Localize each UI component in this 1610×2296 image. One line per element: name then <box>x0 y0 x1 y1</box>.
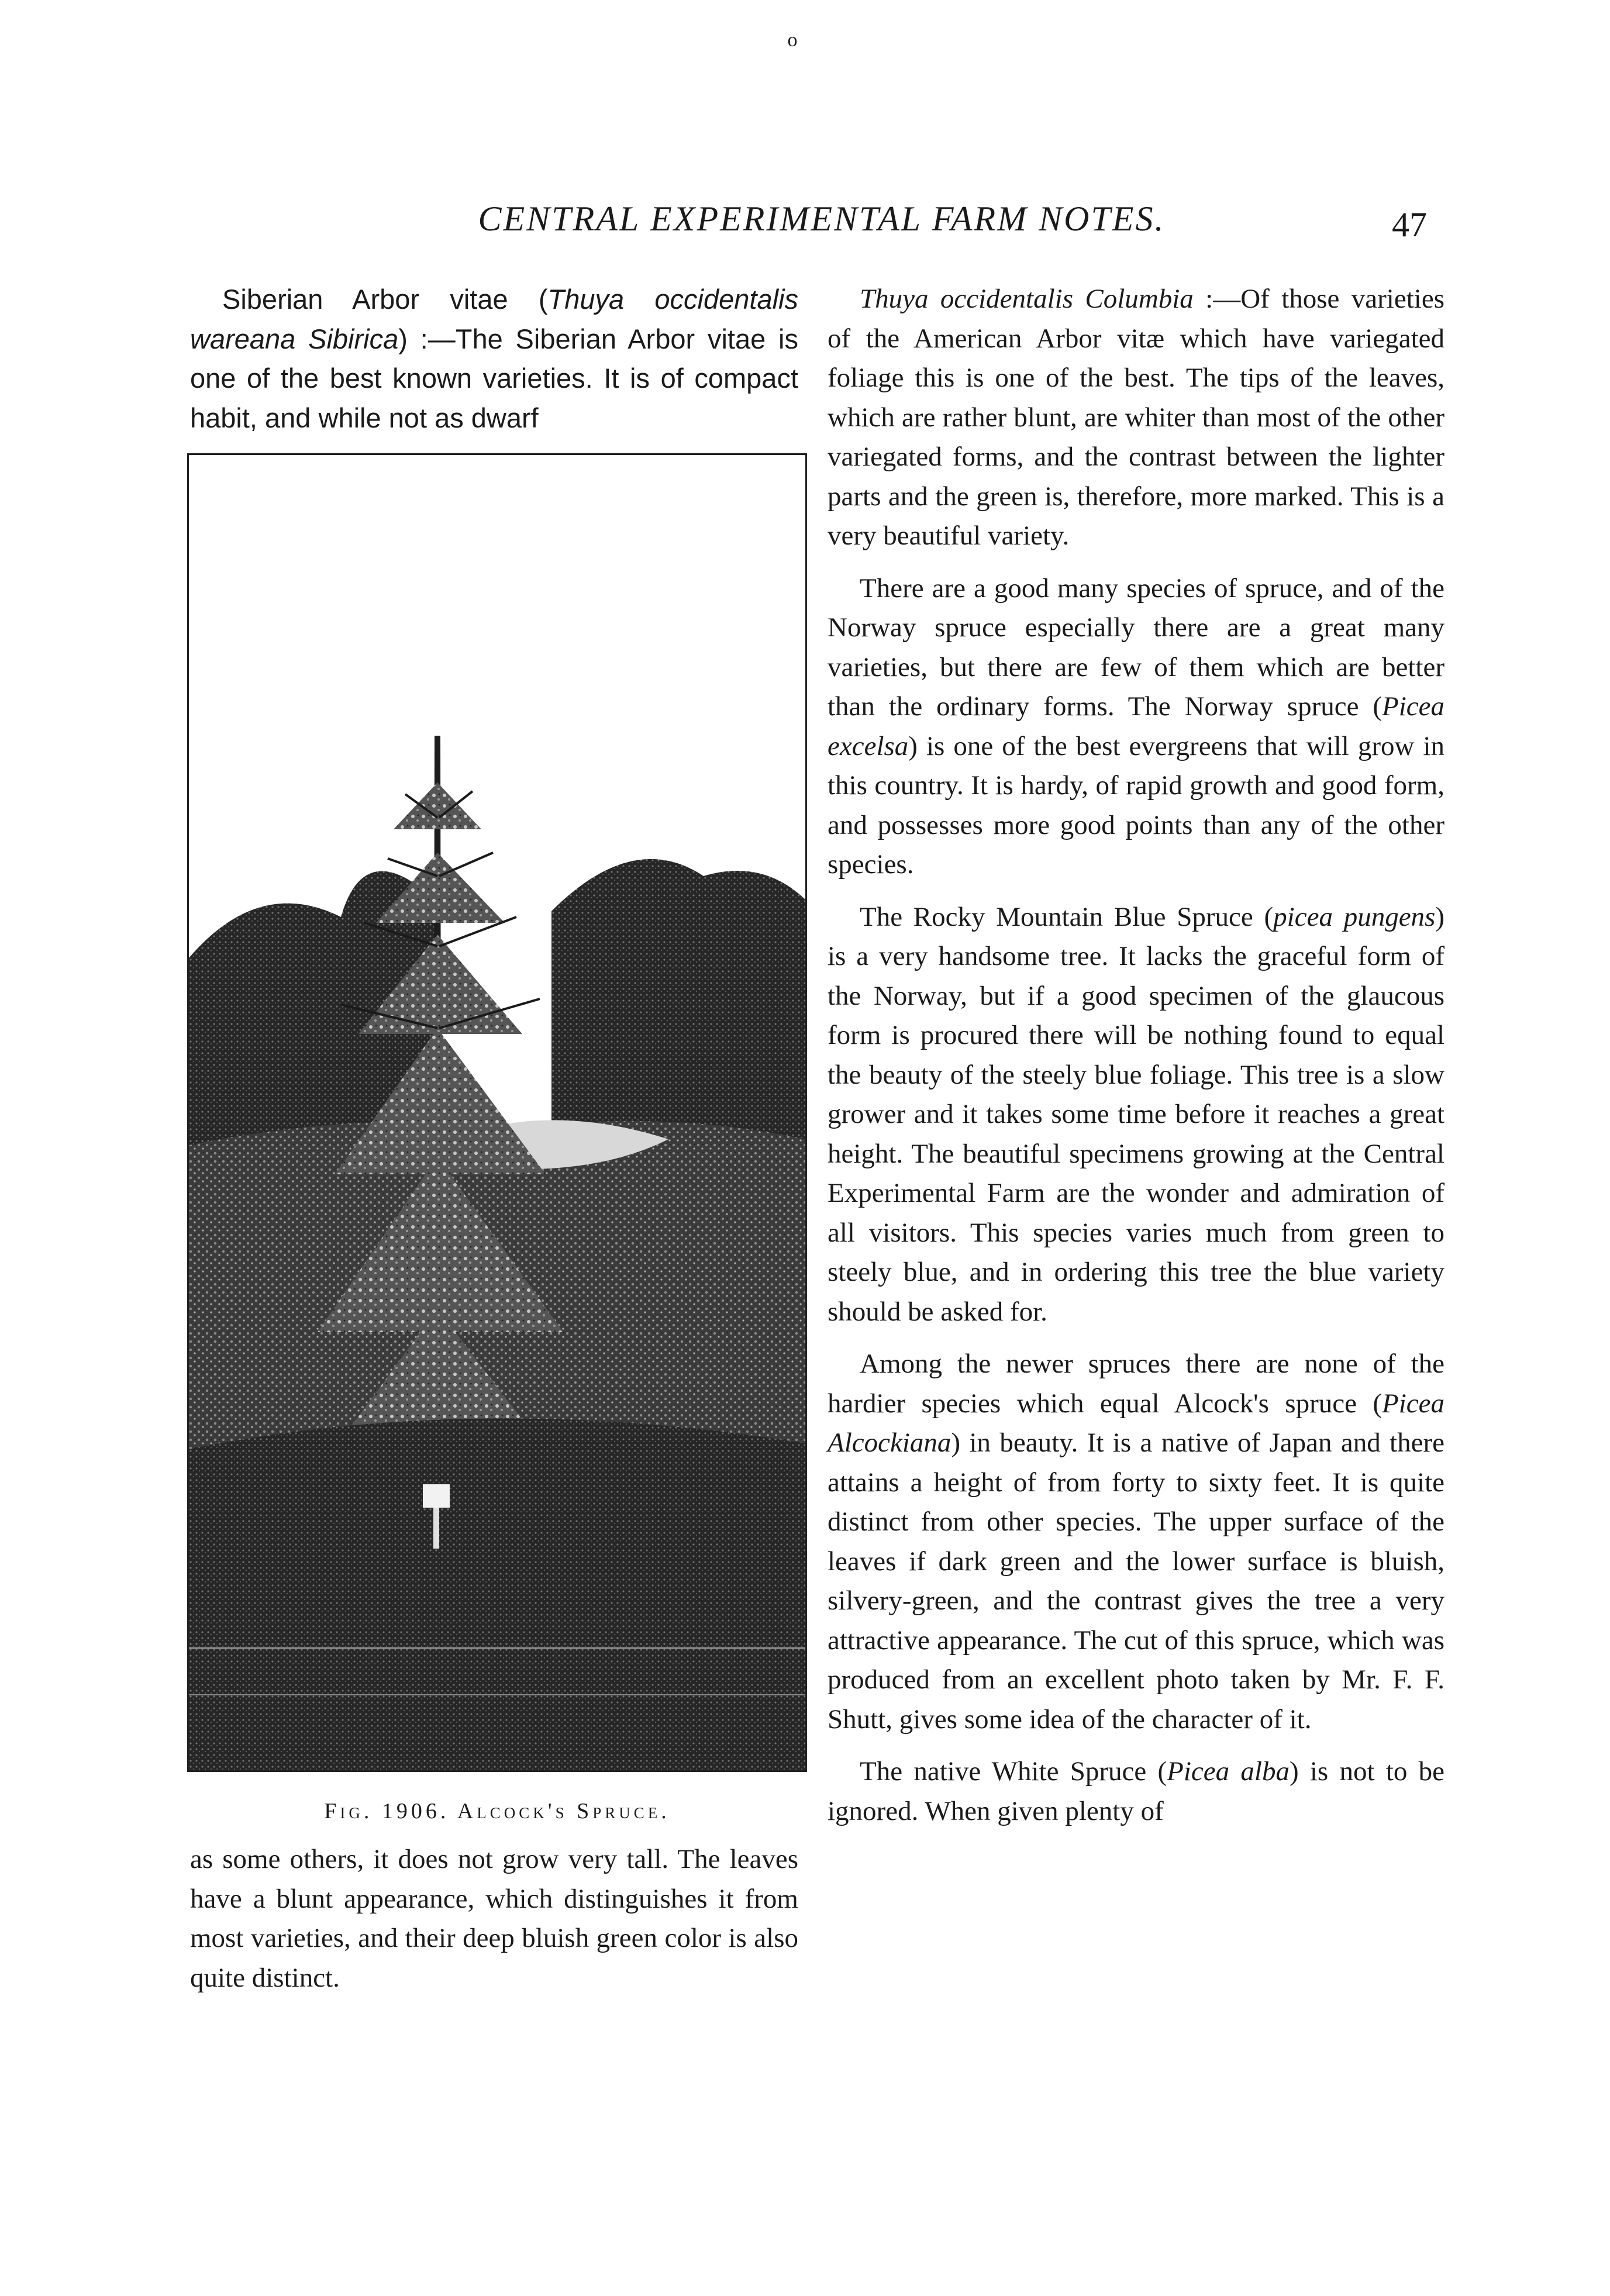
left-column-top <box>190 280 798 437</box>
text-run: The Rocky Mountain Blue Spruce ( <box>860 901 1274 932</box>
paragraph-continued: as some others, it does not grow very tall. The leaves have a blunt appearance, which distinguishes it from most varieties, and their deep bluish green color is also quite distinct. <box>190 1844 798 1993</box>
latin-name: Thuya occidentalis Columbia <box>860 284 1194 314</box>
latin-name: Picea Alcockiana <box>828 1388 1444 1458</box>
paragraph-norway-spruce <box>828 569 1444 885</box>
page-number: 47 <box>1392 205 1427 244</box>
text-run: :—Of those varieties of the American Arbor vitæ which have variegated foliage this is one of the best. The tips of the leaves, which are rather blunt, are whiter than most of the other variegated forms, and the contrast between the lighter parts and the green is, therefore, more marked. This is a very beautiful variety. <box>828 284 1444 551</box>
text-run: ) is a very handsome tree. It lacks the graceful form of the Norway, but if a good specimen of the glaucous form is procured there will be nothing found to equal the beauty of the steely blue foliage. This tree is a slow grower and it takes some time before it reaches a great height. The beautiful specimens growing at the Central Experimental Farm are the wonder and admiration of all visitors. This species varies much from green to steely blue, and in ordering this tree the blue variety should be asked for. <box>828 901 1444 1327</box>
right-column <box>828 280 1444 1831</box>
left-column-bottom <box>190 1840 798 1998</box>
text-run: ) is not to be ignored. When given plenty of <box>828 1756 1444 1826</box>
text-run: ) in beauty. It is a native of Japan and there attains a height of from forty to sixty feet. It is quite distinct from other species. The upper surface of the leaves if dark green and the lower surface is bluish, silvery-green, and the contrast gives the tree a very attractive appearance. The cut of this spruce, which was produced from an excellent photo taken by Mr. F. F. Shutt, gives some idea of the character of it. <box>828 1428 1444 1735</box>
figure-caption: Fig. 1906. Alcock's Spruce. <box>324 1799 670 1823</box>
paragraph-white-spruce <box>828 1752 1444 1831</box>
spruce-illustration <box>189 455 805 1770</box>
latin-name: Picea excelsa <box>828 691 1444 761</box>
paragraph-siberian-arbor-vitae <box>190 280 798 437</box>
text-run: Among the newer spruces there are none of the hardier species which equal Alcock's spruce ( <box>828 1349 1444 1419</box>
text-run: Siberian Arbor vitae ( <box>222 284 548 315</box>
text-run: The native White Spruce ( <box>860 1756 1167 1787</box>
spruce-photo-figure <box>187 453 807 1772</box>
latin-name: Thuya occidentalis wareana Sibirica <box>190 284 798 354</box>
latin-name: Picea alba <box>1167 1756 1290 1787</box>
running-header: CENTRAL EXPERIMENTAL FARM NOTES. <box>478 199 1166 238</box>
text-run: There are a good many species of spruce, and of the Norway spruce especially there are a great many varieties, but there are few of them which are better than the ordinary forms. The Norway spruce ( <box>828 573 1444 722</box>
paragraph-alcocks-spruce <box>828 1344 1444 1739</box>
text-run: ) :—The Siberian Arbor vitae is one of the best known varieties. It is of compact habit, and while not as dwarf <box>190 323 798 433</box>
latin-name: picea pungens <box>1273 901 1436 932</box>
paragraph-thuya-columbia <box>828 280 1444 556</box>
top-mark: o <box>787 29 798 51</box>
paragraph-blue-spruce <box>828 898 1444 1332</box>
text-run: ) is one of the best evergreens that will grow in this country. It is hardy, of rapid growth and good form, and possesses more good points than any of the other species. <box>828 730 1444 880</box>
